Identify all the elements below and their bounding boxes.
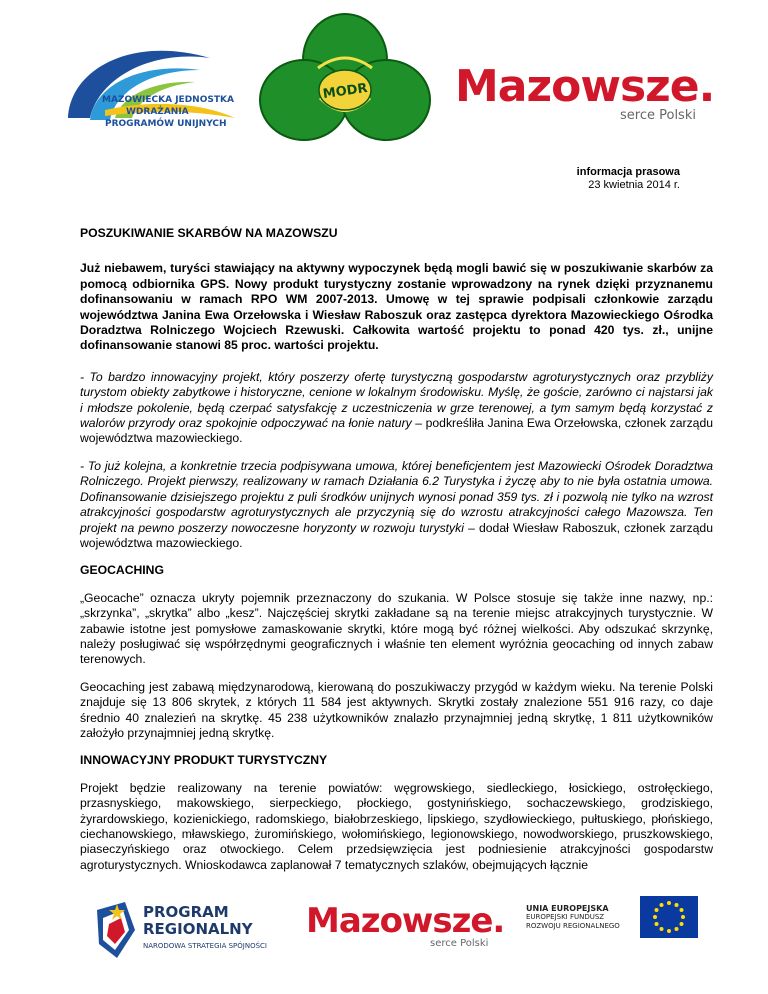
mazowsze-tagline: serce Polski bbox=[620, 108, 696, 123]
press-info bbox=[577, 166, 680, 192]
modr-logo bbox=[258, 8, 433, 150]
quote-paragraph-1 bbox=[80, 370, 713, 447]
eu-line-1: UNIA EUROPEJSKA bbox=[526, 904, 609, 913]
mjwpu-line-1: MAZOWIECKA JEDNOSTKA bbox=[102, 95, 234, 105]
mazowsze-word: Mazowsze. bbox=[455, 61, 715, 112]
eu-stars-icon bbox=[640, 896, 698, 938]
program-regionalny-emblem bbox=[95, 900, 139, 962]
geocaching-paragraph-1: „Geocache” oznacza ukryty pojemnik przeznaczony do szukania. W Polsce stosuje się także inne nazwy, np.: „skrzynka”, „skrytka” albo „kesz”. Najczęściej skrytki zakładane są na terenie miejsc atrakcyjnych turystycznie. W zabawie istotne jest pomysłowe zamaskowanie skrytki, które mogą być różnej wielkości. Aby odszukać skrzynkę, należy posługiwać się współrzędnymi geograficznych i właśnie ten element wyróżnia geocaching od innych zabaw terenowych. bbox=[80, 590, 713, 667]
section-geocaching-title: GEOCACHING bbox=[80, 563, 164, 578]
program-line-2: REGIONALNY bbox=[143, 920, 253, 938]
mjwpu-line-3: PROGRAMÓW UNIJNYCH bbox=[105, 119, 227, 129]
program-line-3: NARODOWA STRATEGIA SPÓJNOŚCI bbox=[143, 942, 267, 950]
press-date: 23 kwietnia 2014 r. bbox=[588, 179, 680, 191]
quote-2-text: - To już kolejna, a konkretnie trzecia podpisywana umowa, której beneficjentem jest Mazowiecki Ośrodek Doradztwa Rolniczego. Projekt pierwszy, realizowany w ramach Działania 6.2 Turystyka i życzę aby to nie była ostatnia umowa. Dofinansowanie dzisiejszego projektu z puli środków unijnych wynosi ponad 359 tys. zł i pozwolą nie tylko na wzrost atrakcyjności gospodarstw agroturystycznych ale przyczynią się do wzrostu atrakcyjności całego Mazowsza. Ten projekt na pewno poszerzy nowoczesne horyzonty w rozwoju turystyki bbox=[80, 458, 713, 535]
eu-line-3: ROZWOJU REGIONALNEGO bbox=[526, 922, 620, 930]
program-line-1: PROGRAM bbox=[143, 903, 229, 921]
footer-logos bbox=[0, 892, 768, 982]
eu-text bbox=[526, 904, 638, 931]
quote-paragraph-2 bbox=[80, 459, 713, 551]
modr-logo-text: MODR bbox=[321, 80, 369, 103]
quote-1-text: - To bardzo innowacyjny projekt, który poszerzy ofertę turystyczną gospodarstw agroturystycznych oraz przybliży turystom obiekty zabytkowe i historyczne, cenione w lokalnym środowisku. Myślę, że goście, zarówno ci najstarsi jak i młodsze pokolenie, będą czerpać satysfakcję z uczestniczenia w grze terenowej, a tym samym będą korzystać z walorów przyrody oraz spokojnie odpoczywać na łonie natury bbox=[80, 369, 713, 431]
mjwpu-logo bbox=[60, 40, 240, 150]
press-label: informacja prasowa bbox=[576, 166, 680, 178]
mazowsze-footer-word: Mazowsze. bbox=[306, 901, 505, 941]
quote-1-attribution: – podkreśliła Janina Ewa Orzełowska, członek zarządu województwa mazowieckiego. bbox=[80, 416, 713, 446]
geocaching-paragraph-2: Geocaching jest zabawą międzynarodową, kierowaną do poszukiwaczy przygód w każdym wieku. Na terenie Polski znajduje się 13 806 skrytek, z których 11 584 jest aktywnych. Skrytki zostały znalezione 551 916 razy, co daje średnio 40 znalezień na skrytkę. 45 238 użytkowników znalazło przynajmniej jedną skrytkę, 1 811 użytkowników założyło przynajmniej jedną skrytkę. bbox=[80, 679, 713, 740]
eu-line-2: EUROPEJSKI FUNDUSZ bbox=[526, 913, 605, 921]
product-paragraph-1: Projekt będzie realizowany na terenie powiatów: węgrowskiego, siedleckiego, łosickiego, ostrołęckiego, przasnyskiego, makowskiego, sierpeckiego, płockiego, gostynińskiego, sochaczewskiego, grodziskiego, żyrardowskiego, kozienickiego, radomskiego, białobrzeskiego, lipskiego, szydłowieckiego, pułtuskiego, płońskiego, ciechanowskiego, mławskiego, żuromińskiego, wołomińskiego, legionowskiego, nowodworskiego, pruszkowskiego, piaseczyńskiego oraz otwockiego. Celem przedsięwzięcia jest podniesienie atrakcyjności gospodarstw agroturystycznych. Wnioskodawca zaplanował 7 tematycznych szlaków, obejmujących łącznie bbox=[80, 780, 713, 872]
article bbox=[80, 226, 713, 873]
mjwpu-line-2: WDRAŻANIA bbox=[126, 107, 189, 117]
article-title: POSZUKIWANIE SKARBÓW NA MAZOWSZU bbox=[80, 226, 338, 240]
article-lead: Już niebawem, turyści stawiający na aktywny wypoczynek będą mogli bawić się w poszukiwanie skarbów za pomocą odbiornika GPS. Nowy produkt turystyczny zostanie wprowadzony na rynek dzięki przyznanemu dofinansowaniu w ramach RPO WM 2007-2013. Umowę w tej sprawie podpisali członkowie zarządu województwa Janina Ewa Orzełowska i Wiesław Raboszuk oraz zastępca dyrektora Mazowieckiego Ośrodka Doradztwa Rolniczego Wojciech Rzewuski. Całkowita wartość projektu to ponad 420 tys. zł., unijne dofinansowanie stanowi 85 proc. wartości projektu. bbox=[80, 261, 713, 353]
section-product-title: INNOWACYJNY PRODUKT TURYSTYCZNY bbox=[80, 753, 328, 768]
eu-flag bbox=[640, 896, 698, 938]
mazowsze-footer-tagline: serce Polski bbox=[430, 938, 489, 949]
program-regionalny-logo bbox=[95, 896, 285, 966]
mazowsze-logo-header bbox=[455, 62, 725, 152]
mazowsze-logo-footer bbox=[306, 902, 506, 962]
quote-2-attribution: – dodał Wiesław Raboszuk, członek zarządu województwa mazowieckiego. bbox=[80, 520, 713, 550]
